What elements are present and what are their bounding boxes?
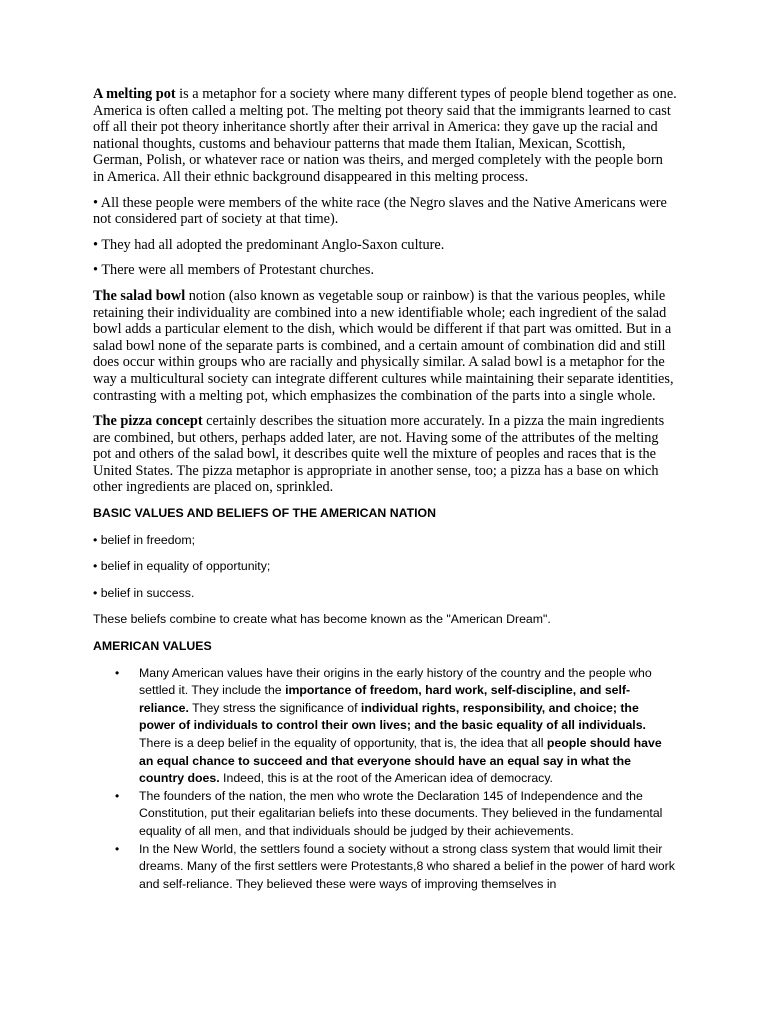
- melting-pot-text: is a metaphor for a society where many different types of people blend together as one. America is often called a melting pot. The melting pot theory said that the immigrants learned to cast off all their pot theory inheritance shortly after their arrival in America: they gave up the racial and national thoughts, customs and behaviour patterns that made them Italian, Mexican, Scottish, German, Polish, or whatever race or nation was theirs, and merged completely with the people born in America. All their ethnic background disappeared in this melting process.: [93, 86, 677, 185]
- melting-bullet-1: • All these people were members of the white race (the Negro slaves and the Native Americans were not considered part of society at that time).: [93, 194, 667, 228]
- american-values-heading: AMERICAN VALUES: [93, 639, 212, 654]
- values-item1-bold-3: people should have an equal chance to succeed and that everyone should have an equal say in what the country does.: [139, 736, 662, 786]
- bullet-dot-icon: •: [115, 841, 120, 856]
- melting-pot-paragraph: [93, 86, 677, 186]
- values-item2-text: The founders of the nation, the men who wrote the Declaration 145 of Independence and the Constitution, put their egalitarian beliefs into these documents. They believed in the fundamental equality of all men, and that individuals should be judged by their achievements.: [139, 788, 663, 838]
- pizza-term: The pizza concept: [93, 413, 203, 430]
- pizza-text: certainly describes the situation more accurately. In a pizza the main ingredients are combined, but others, perhaps added later, are not. Having some of the attributes of the melting pot and others of the salad bowl, it describes quite well the mixture of peoples and races that is the United States. The pizza metaphor is appropriate in another sense, too; a pizza has a base on which other ingredients are placed on, sprinkled.: [93, 413, 665, 496]
- values-item1-text-2: They stress the significance of: [188, 700, 361, 715]
- values-list-item: [93, 788, 677, 841]
- values-list-item: [93, 841, 677, 894]
- american-dream-summary: These beliefs combine to create what has become known as the "American Dream".: [93, 612, 551, 627]
- values-item1-text-3: There is a deep belief in the equality of opportunity, that is, the idea that all: [139, 736, 547, 750]
- salad-bowl-text: notion (also known as vegetable soup or rainbow) is that the various peoples, while retaining their individuality are combined into a new identifiable whole; each ingredient of the salad bowl adds a particular element to the dish, which would be different if that part was omitted. But in a salad bowl none of the separate parts is combined, and a certain amount of combination did and still does occur within groups who are racially and physically similar. A salad bowl is a metaphor for the way a multicultural society can integrate different cultures while maintaining their separate identities, contrasting with a melting pot, which emphasizes the combination of the parts into a single whole.: [93, 287, 674, 404]
- bullet-dot-icon: •: [115, 665, 120, 680]
- values-item3-text: In the New World, the settlers found a society without a strong class system that would limit their dreams. Many of the first settlers were Protestants,8 who shared a belief in the power of hard work and self-reliance. They believed these were ways of improving themselves in: [139, 841, 675, 891]
- values-item1-bold-2: individual rights, responsibility, and choice; the power of individuals to control their own lives; and the basic equality of all individuals.: [139, 700, 646, 733]
- values-item1-text-1: Many American values have their origins in the early history of the country and the people who settled it. They include the: [139, 665, 652, 698]
- melting-bullet-3: • There were all members of Protestant churches.: [93, 262, 375, 279]
- pizza-paragraph: [93, 413, 677, 496]
- document-body: [93, 86, 677, 893]
- basic-values-heading: BASIC VALUES AND BELIEFS OF THE AMERICAN NATION: [93, 506, 436, 521]
- melting-pot-term: A melting pot: [93, 86, 176, 102]
- values-item1-text-4: Indeed, this is at the root of the American idea of democracy.: [219, 771, 553, 786]
- bullet-dot-icon: •: [115, 788, 120, 803]
- melting-bullet-2: • They had all adopted the predominant Anglo-Saxon culture.: [93, 236, 445, 253]
- belief-equality: • belief in equality of opportunity;: [93, 559, 271, 574]
- american-values-list: [93, 665, 677, 894]
- values-list-item: [93, 665, 677, 788]
- belief-success: • belief in success.: [93, 585, 195, 600]
- belief-freedom: • belief in freedom;: [93, 532, 196, 547]
- salad-bowl-term: The salad bowl: [93, 287, 186, 304]
- salad-bowl-paragraph: [93, 288, 677, 404]
- values-item1-bold-1: importance of freedom, hard work, self-discipline, and self-reliance.: [139, 683, 631, 715]
